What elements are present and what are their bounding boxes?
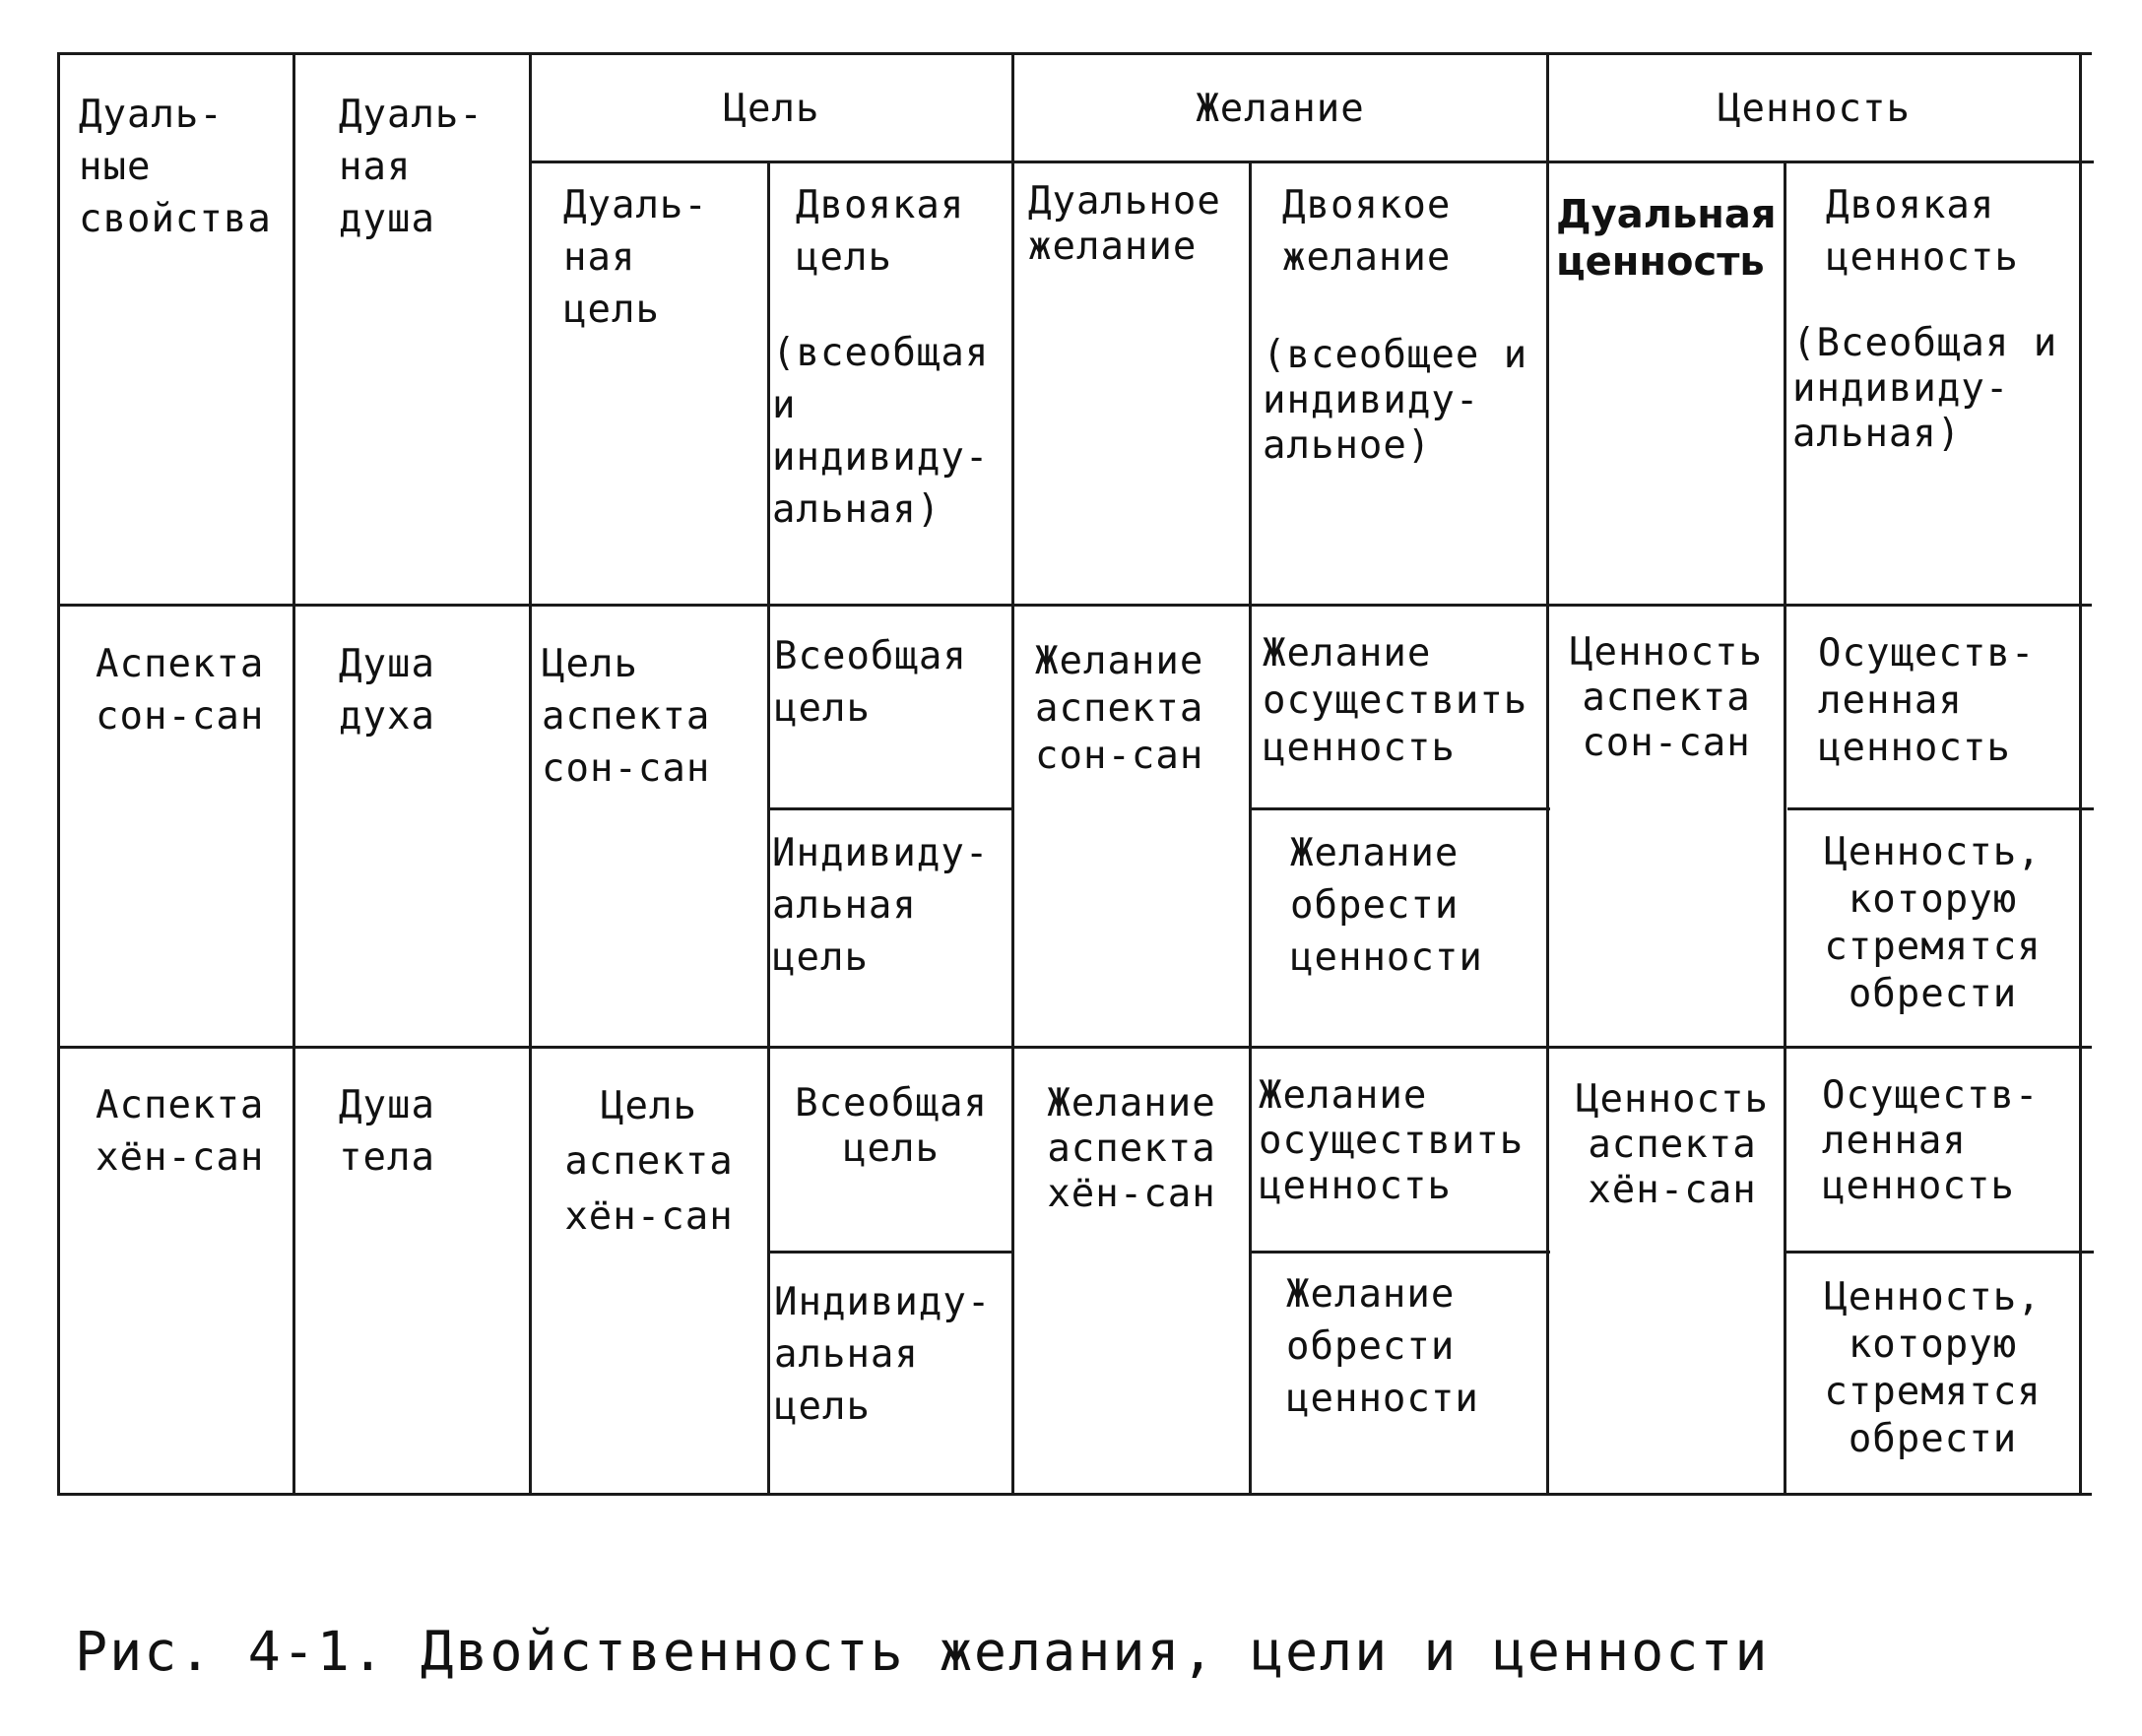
- row1-split-middle: [1252, 807, 1550, 810]
- col-border-3: [767, 161, 770, 1496]
- row1-split-left: [769, 807, 1012, 810]
- col-border-2: [529, 52, 532, 1496]
- row2-value-aspect: Ценность аспекта хён-сан: [1576, 1077, 1769, 1212]
- row2-soul: Душа тела: [339, 1083, 435, 1180]
- col-border-right: [2079, 52, 2082, 1496]
- header-dual-value: Дуальная ценность: [1556, 192, 1777, 285]
- header-value: Ценность: [1718, 87, 1911, 131]
- header-twofold-value-note: (Всеобщая и индивиду- альная): [1792, 321, 2058, 456]
- row2-desire-obtain: Желание обрести ценности: [1286, 1272, 1479, 1421]
- header-dual-goal: Дуаль- ная цель: [563, 183, 708, 332]
- header-twofold-value: Двоякая ценность: [1826, 183, 2019, 280]
- row2-split-right: [1785, 1251, 2094, 1254]
- row2-sought-value: Ценность, которую стремятся обрести: [1824, 1275, 2042, 1461]
- col-border-4: [1011, 52, 1014, 1496]
- col-border-1: [292, 52, 295, 1496]
- row1-desire-obtain: Желание обрести ценности: [1290, 831, 1483, 980]
- col-border-5: [1249, 161, 1252, 1496]
- row1-realized-value: Осуществ- ленная ценность: [1818, 631, 2036, 770]
- row1-individual-goal: Индивиду- альная цель: [772, 831, 990, 980]
- row1-split-right: [1787, 807, 2094, 810]
- row1-universal-goal: Всеобщая цель: [774, 634, 967, 731]
- row2-realized-value: Осуществ- ленная ценность: [1822, 1073, 2040, 1208]
- header-twofold-goal: Двоякая цель: [796, 183, 965, 280]
- row2-universal-goal: Всеобщая цель: [795, 1081, 988, 1171]
- row2-desire-aspect: Желание аспекта хён-сан: [1047, 1081, 1216, 1216]
- header-desire: Желание: [1196, 87, 1365, 131]
- row1-goal-aspect: Цель аспекта сон-сан: [542, 642, 711, 791]
- table-bottom-border: [57, 1493, 2092, 1496]
- row2-goal-aspect: Цель аспекта хён-сан: [564, 1084, 734, 1239]
- table-top-border: [57, 52, 2092, 55]
- row1-value-aspect: Ценность аспекта сон-сан: [1570, 630, 1763, 765]
- row2-split-left: [769, 1251, 1012, 1254]
- row1-desire-realize: Желание осуществить ценность: [1263, 631, 1528, 770]
- header-twofold-desire-note: (всеобщее и индивиду- альное): [1263, 333, 1528, 468]
- row1-aspect: Аспекта сон-сан: [96, 642, 265, 739]
- row2-split-middle: [1252, 1251, 1550, 1254]
- header-twofold-goal-note: (всеобщая и индивиду- альная): [772, 331, 990, 532]
- figure-caption: Рис. 4-1. Двойственность желания, цели и ценности: [75, 1620, 1770, 1683]
- col-border-6: [1546, 52, 1549, 1496]
- header-goal: Цель: [723, 87, 820, 131]
- header-bottom-border: [57, 604, 2092, 607]
- row2-aspect: Аспекта хён-сан: [96, 1083, 265, 1180]
- header-dual-soul: Дуаль- ная душа: [339, 93, 484, 241]
- header-twofold-desire: Двоякое желание: [1282, 183, 1452, 280]
- row2-desire-realize: Желание осуществить ценность: [1259, 1073, 1525, 1208]
- header-dual-properties: Дуаль- ные свойства: [79, 93, 272, 241]
- header-subdivider: [530, 161, 2094, 163]
- row1-soul: Душа духа: [339, 642, 435, 739]
- row1-desire-aspect: Желание аспекта сон-сан: [1035, 639, 1204, 778]
- header-dual-desire: Дуальное желание: [1028, 179, 1221, 269]
- row-divider: [57, 1046, 2092, 1049]
- row1-sought-value: Ценность, которую стремятся обрести: [1824, 830, 2042, 1016]
- row2-individual-goal: Индивиду- альная цель: [774, 1280, 992, 1429]
- col-border-left: [57, 52, 60, 1496]
